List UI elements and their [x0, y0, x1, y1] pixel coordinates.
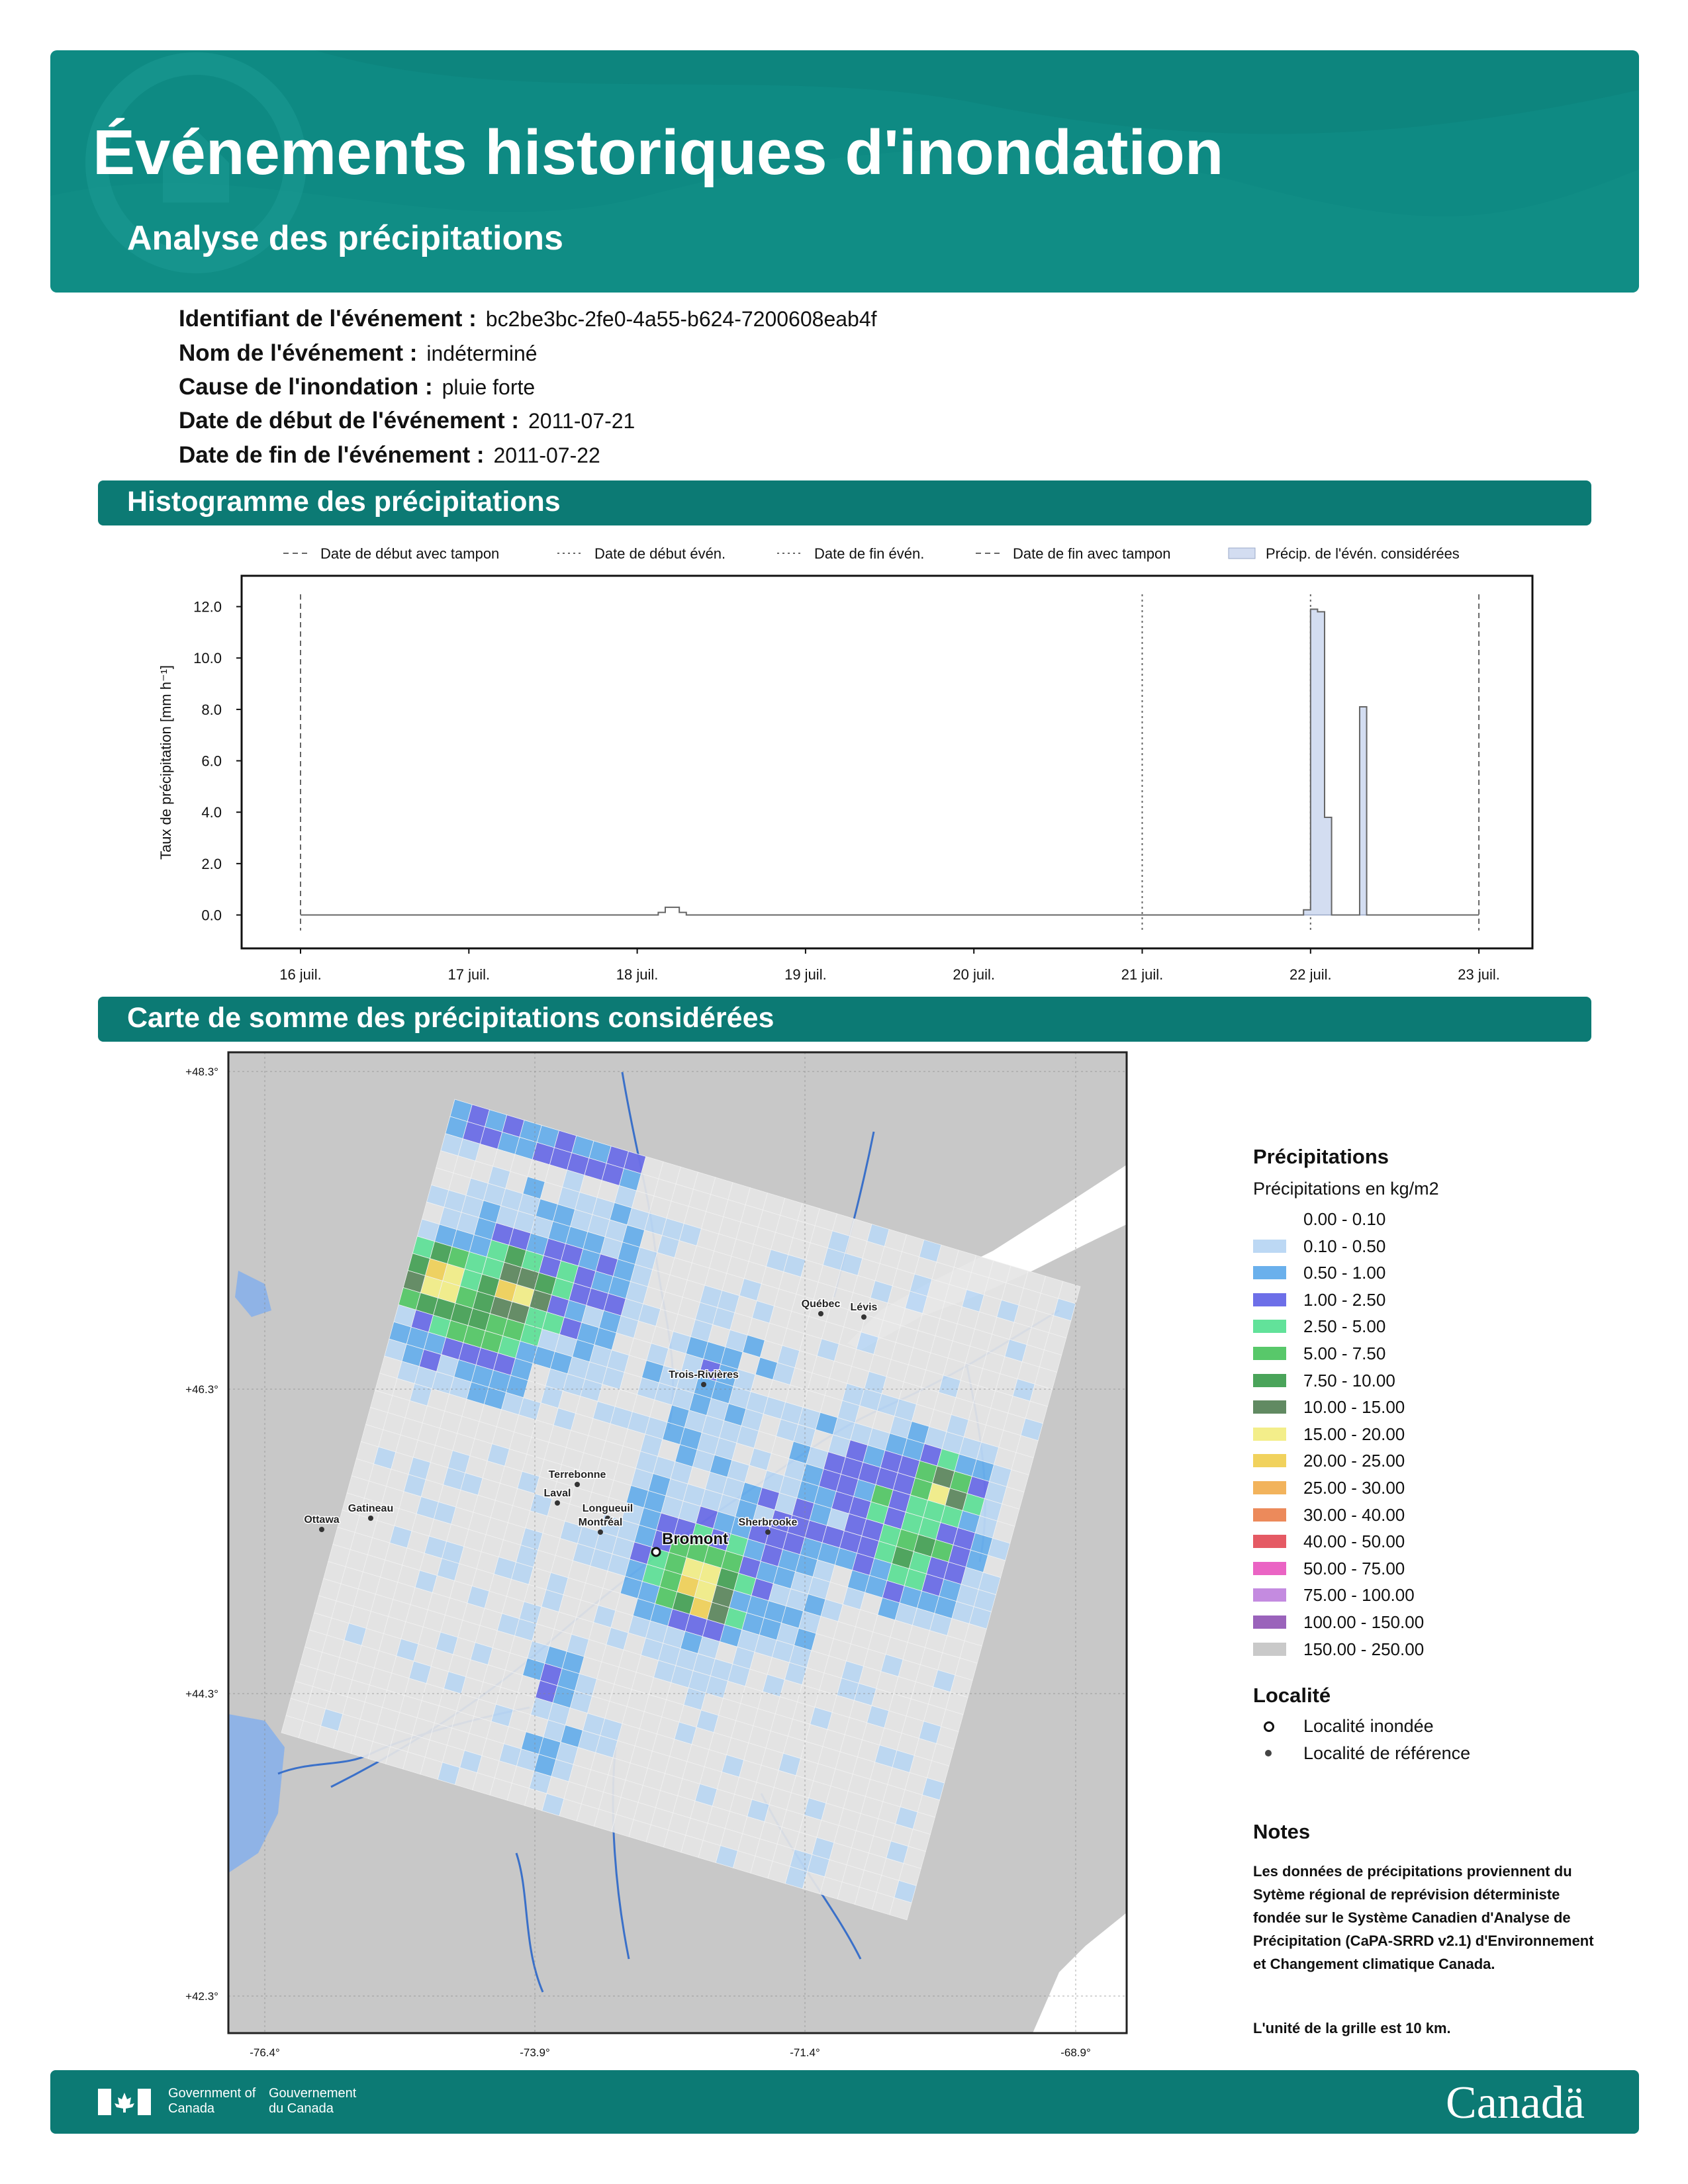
x-tick-label: 16 juil. [279, 966, 322, 983]
event-cause-row [179, 374, 535, 400]
event-id-value: bc2be3bc-2fe0-4a55-b624-7200608eab4f [485, 307, 877, 331]
reference-locality-label: Localité de référence [1303, 1743, 1471, 1763]
canada-wordmark: Canadä [1446, 2077, 1585, 2128]
header-banner [50, 50, 1639, 293]
city-marker-icon [765, 1529, 771, 1535]
y-tick-label: 6.0 [201, 752, 222, 770]
lat-label: +42.3° [185, 1990, 218, 2003]
legend-swatch [1253, 1320, 1286, 1333]
city-marker-icon [598, 1529, 603, 1535]
city-label: Gatineau [348, 1503, 394, 1514]
government-of-canada-fr: Gouvernement du Canada [269, 2086, 357, 2116]
precip-series-line [301, 609, 1479, 915]
legend-swatch [1253, 1562, 1286, 1575]
city-marker-icon [319, 1527, 324, 1532]
event-start-row [179, 408, 635, 434]
legend-area-swatch [1229, 548, 1255, 559]
event-cause-value: pluie forte [442, 375, 536, 399]
x-tick-label: 17 juil. [447, 966, 491, 983]
city-marker-icon [818, 1311, 823, 1316]
city-marker-icon [701, 1382, 706, 1387]
event-end-value: 2011-07-22 [493, 443, 600, 467]
legend-swatch [1253, 1643, 1286, 1656]
event-end-label: Date de fin de l'événement : [179, 442, 485, 468]
canada-flag-icon [98, 2089, 151, 2115]
y-tick-label: 4.0 [201, 804, 222, 821]
x-tick-label: 20 juil. [953, 966, 995, 983]
legend-bin-label: 7.50 - 10.00 [1303, 1370, 1395, 1390]
x-tick-label: 22 juil. [1289, 966, 1332, 983]
y-tick-label: 8.0 [201, 701, 222, 718]
event-precip-area [1303, 609, 1374, 915]
legend-bin-label: 1.00 - 2.50 [1303, 1289, 1386, 1310]
event-id-row [179, 306, 877, 332]
legend-title: Précipitations [1253, 1145, 1389, 1168]
x-tick-label: 18 juil. [616, 966, 659, 983]
lon-label: -73.9° [520, 2046, 550, 2059]
legend-bin-label: 15.00 - 20.00 [1303, 1424, 1405, 1444]
lat-label: +46.3° [185, 1383, 218, 1396]
city-label: Trois-Rivières [669, 1369, 739, 1381]
legend-bin-label: 30.00 - 40.00 [1303, 1504, 1405, 1525]
legend-swatch [1253, 1266, 1286, 1279]
event-id-label: Identifiant de l'événement : [179, 306, 477, 332]
legend-bin-label: 5.00 - 7.50 [1303, 1343, 1386, 1363]
event-end-row [179, 442, 600, 469]
legend-swatch [1253, 1240, 1286, 1253]
locality-title: Localité [1253, 1684, 1331, 1707]
city-label: Terrebonne [548, 1469, 606, 1480]
legend-swatch [1253, 1428, 1286, 1441]
lon-label: -76.4° [250, 2046, 280, 2059]
legend-bin-label: 0.10 - 0.50 [1303, 1236, 1386, 1256]
city-label: Longueuil [582, 1503, 633, 1514]
legend-bin-label: 150.00 - 250.00 [1303, 1639, 1425, 1659]
city-label: Lévis [850, 1302, 878, 1313]
event-start-label: Date de début de l'événement : [179, 408, 519, 433]
precipitation-map [0, 1032, 1165, 2065]
city-label: Laval [543, 1488, 571, 1499]
city-label: Ottawa [304, 1514, 340, 1525]
lat-label: +44.3° [185, 1688, 218, 1700]
page-title: Événements historiques d'inondation [93, 117, 1224, 188]
histogram-section-title: Histogramme des précipitations [127, 486, 561, 518]
city-marker-icon [575, 1482, 580, 1487]
x-tick-label: 23 juil. [1458, 966, 1500, 983]
legend-bin-label: 10.00 - 15.00 [1303, 1397, 1405, 1418]
legend-bin-label: 20.00 - 25.00 [1303, 1451, 1405, 1471]
city-label: Sherbrooke [738, 1517, 798, 1528]
legend-label: Précip. de l'évén. considérées [1266, 545, 1460, 562]
legend-swatch [1253, 1293, 1286, 1306]
legend-bin-label: 0.50 - 1.00 [1303, 1263, 1386, 1283]
map-section-title: Carte de somme des précipitations considérées [127, 1002, 774, 1034]
legend-swatch [1253, 1212, 1286, 1226]
footer-bar [50, 2070, 1639, 2134]
city-marker-icon [861, 1314, 867, 1320]
flooded-locality-marker-icon [652, 1548, 660, 1556]
notes-text: Les données de précipitations proviennent du Sytème régional de reprévision déterministe fondée sur le Système Canadien d'Analyse de Précipitation (CaPA-SRRD v2.1) d'Environnement et Changement climatique Canada. [1253, 1863, 1594, 1972]
event-name-row [179, 340, 538, 367]
government-of-canada-en: Government of Canada [168, 2086, 256, 2116]
chart-legend [283, 545, 1460, 562]
precipitation-histogram [0, 529, 1688, 993]
legend-swatch [1253, 1508, 1286, 1522]
event-name-label: Nom de l'événement : [179, 340, 418, 366]
city-marker-icon [368, 1516, 373, 1521]
city-marker-icon [555, 1500, 560, 1506]
legend-label: Date de fin évén. [814, 545, 925, 562]
flooded-locality-label: Localité inondée [1303, 1716, 1434, 1736]
legend-bin-label: 25.00 - 30.00 [1303, 1478, 1405, 1498]
lat-label: +48.3° [185, 1066, 218, 1078]
y-tick-label: 12.0 [193, 598, 222, 615]
notes-grid-unit: L'unité de la grille est 10 km. [1253, 2020, 1451, 2036]
lon-label: -71.4° [790, 2046, 820, 2059]
legend-swatch [1253, 1374, 1286, 1387]
legend-label: Date de début avec tampon [320, 545, 500, 562]
legend-bin-label: 2.50 - 5.00 [1303, 1316, 1386, 1337]
event-name-value: indéterminé [426, 341, 538, 365]
legend-unit: Précipitations en kg/m2 [1253, 1179, 1439, 1199]
legend-label: Date de début évén. [594, 545, 726, 562]
plot-frame [242, 576, 1532, 948]
legend-swatch [1253, 1535, 1286, 1548]
page-subtitle: Analyse des précipitations [127, 219, 563, 257]
event-cause-label: Cause de l'inondation : [179, 374, 433, 400]
lon-label: -68.9° [1060, 2046, 1091, 2059]
legend-swatch [1253, 1481, 1286, 1494]
y-axis-label: Taux de précipitation [mm h⁻¹] [158, 664, 174, 860]
legend-bin-label: 40.00 - 50.00 [1303, 1531, 1405, 1552]
x-tick-label: 21 juil. [1121, 966, 1164, 983]
city-label: Montréal [578, 1517, 623, 1528]
y-tick-label: 10.0 [193, 650, 222, 667]
y-tick-label: 2.0 [201, 855, 222, 872]
event-start-value: 2011-07-21 [528, 409, 635, 433]
y-tick-label: 0.0 [201, 907, 222, 924]
legend-swatch [1253, 1454, 1286, 1467]
histogram-section-header [98, 480, 1591, 525]
legend-swatch [1253, 1400, 1286, 1414]
city-label: Québec [801, 1298, 841, 1310]
flooded-locality-label: Bromont [662, 1530, 728, 1548]
legend-bin-label: 75.00 - 100.00 [1303, 1585, 1415, 1606]
flooded-marker-icon [1264, 1721, 1274, 1732]
legend-bin-label: 100.00 - 150.00 [1303, 1612, 1425, 1632]
legend-swatch [1253, 1588, 1286, 1602]
x-tick-label: 19 juil. [784, 966, 827, 983]
legend-swatch [1253, 1615, 1286, 1629]
legend-label: Date de fin avec tampon [1013, 545, 1171, 562]
legend-bin-label: 50.00 - 75.00 [1303, 1558, 1405, 1578]
legend-bin-label: 0.00 - 0.10 [1303, 1209, 1386, 1229]
notes-title: Notes [1253, 1820, 1311, 1843]
reference-marker-icon [1265, 1750, 1272, 1756]
legend-swatch [1253, 1347, 1286, 1360]
